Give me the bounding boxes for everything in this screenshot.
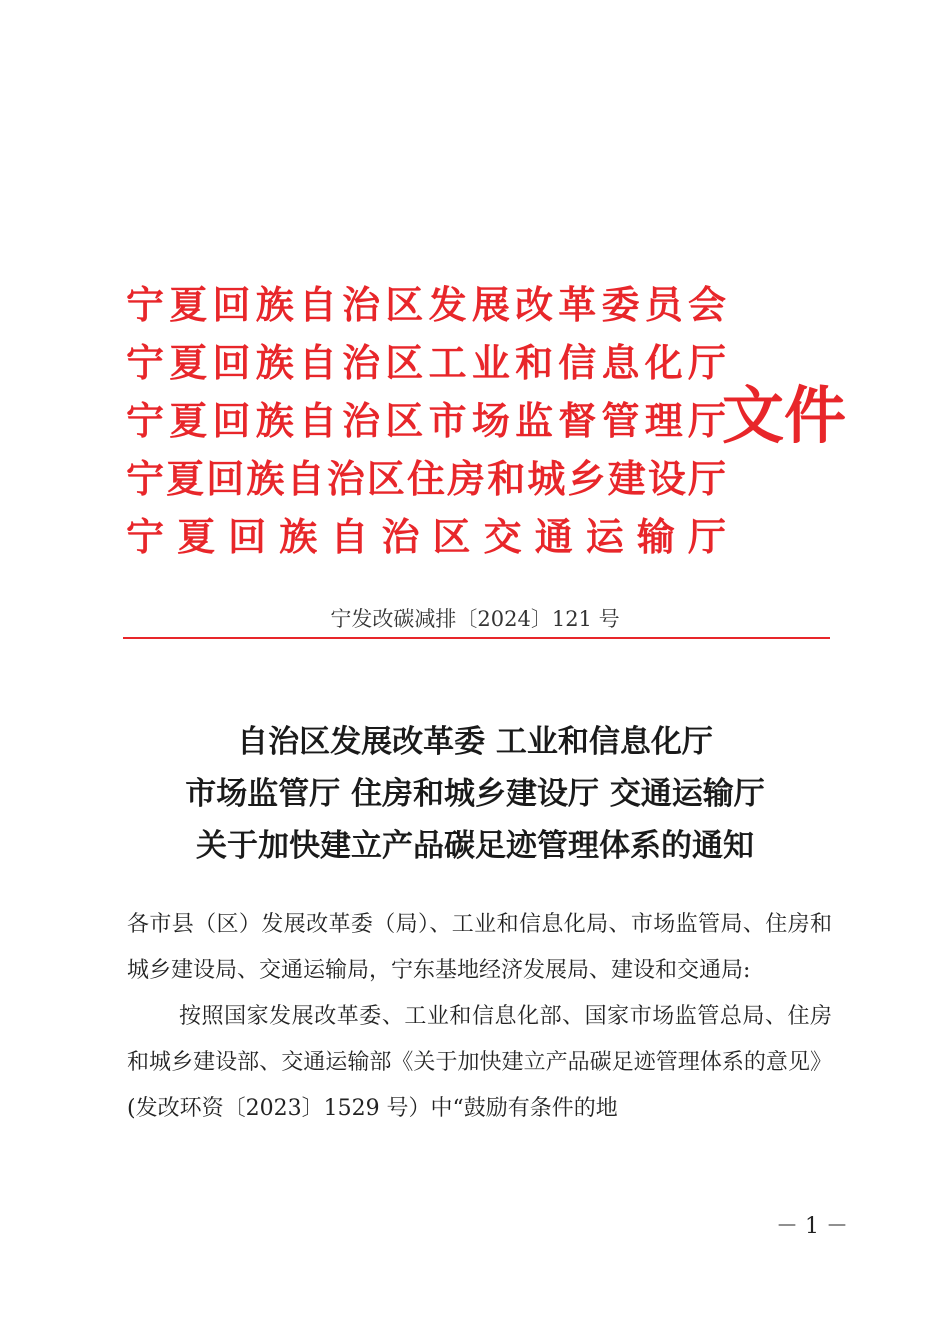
page-number: － 1 － [776, 1214, 848, 1239]
title-line-2: 市场监管厅 住房和城乡建设厅 交通运输厅 [185, 776, 765, 812]
document-body [127, 902, 832, 1132]
document-type-label: 文件 [722, 379, 847, 452]
issuer-market-regulation: 宁夏回族自治区市场监督管理厅 [126, 398, 726, 443]
issuer-housing: 宁夏回族自治区住房和城乡建设厅 [126, 456, 726, 501]
document-title [0, 716, 950, 872]
title-line-1: 自治区发展改革委 工业和信息化厅 [237, 724, 713, 760]
issuer-ndrc: 宁夏回族自治区发展改革委员会 [126, 282, 726, 327]
red-divider-line [123, 637, 830, 639]
issuer-transport: 宁夏回族自治区交通运输厅 [126, 514, 726, 559]
issuer-list [126, 276, 726, 566]
body-paragraph: 按照国家发展改革委、工业和信息化部、国家市场监管总局、住房和城乡建设部、交通运输部《关于加快建立产品碳足迹管理体系的意见》(发改环资〔2023〕1529 号）中“鼓励有条件的地 [127, 1004, 832, 1121]
addressees: 各市县（区）发展改革委（局）、工业和信息化局、市场监管局、住房和城乡建设局、交通运输局，宁东基地经济发展局、建设和交通局: [127, 912, 832, 983]
document-number: 宁发改碳减排〔2024〕121 号 [330, 607, 620, 631]
issuer-miit: 宁夏回族自治区工业和信息化厅 [126, 340, 726, 385]
title-line-3: 关于加快建立产品碳足迹管理体系的通知 [196, 828, 754, 864]
